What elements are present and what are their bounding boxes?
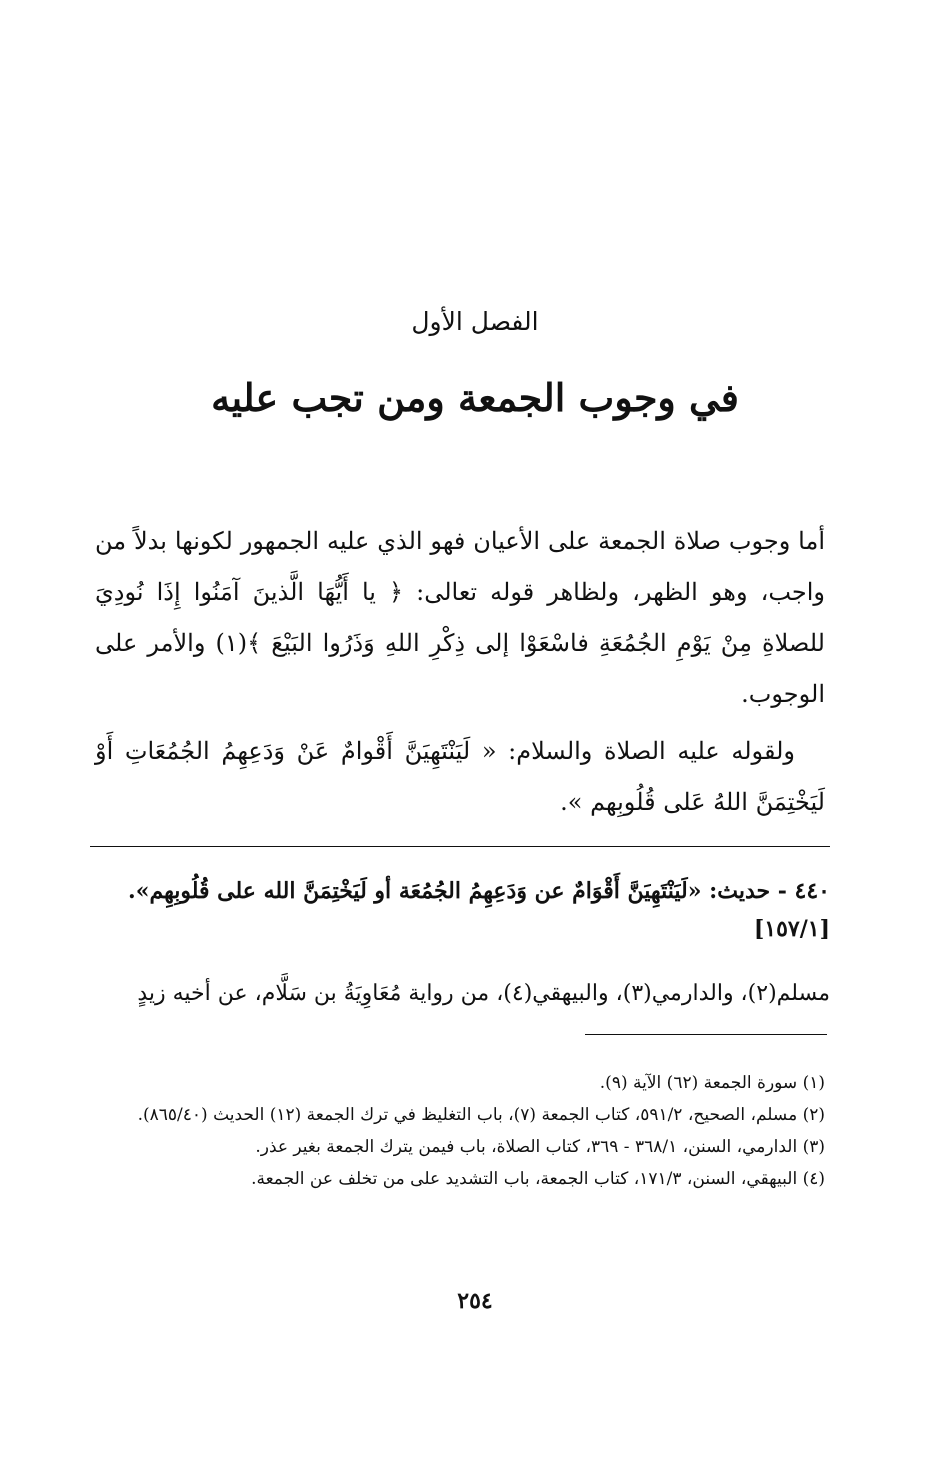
paragraph-1: أما وجوب صلاة الجمعة على الأعيان فهو الذي عليه الجمهور لكونها بدلاً من واجب، وهو الظهر، ولظاهر قوله تعالى: ﴿ يا أَيُّهَا الَّذينَ آمَنُوا إِذَا نُودِيَ للصلاةِ مِنْ يَوْمِ الجُمُعَةِ فاسْعَوْا إلى ذِكْرِ اللهِ وَذَرُوا البَيْعَ ﴾(١) والأمر على الوجوب. bbox=[95, 527, 825, 708]
chapter-title: في وجوب الجمعة ومن تجب عليه bbox=[211, 375, 739, 420]
hadith-text: ٤٤٠ - حديث: «لَيَنْتَهِيَنَّ أَقْوَامٌ عن وَدَعِهِمُ الجُمُعَة أو لَيَخْتِمَنَّ الله على قُلُوبِهِم». bbox=[128, 878, 830, 904]
chapter-label: الفصل الأول bbox=[411, 307, 539, 336]
footnote-2: (٢) مسلم، الصحيح، ٥٩١/٢، كتاب الجمعة (٧)، باب التغليظ في ترك الجمعة (١٢) الحديث (٨٦٥/٤٠). bbox=[137, 1105, 825, 1125]
footnote-divider bbox=[585, 1034, 827, 1035]
footnote-3: (٣) الدارمي، السنن، ٣٦٨/١ - ٣٦٩، كتاب الصلاة، باب فيمن يترك الجمعة بغير عذر. bbox=[255, 1137, 825, 1157]
hadith-reference: [١٥٧/١] bbox=[753, 916, 830, 942]
section-divider bbox=[90, 846, 830, 847]
footnote-4: (٤) البيهقي، السنن، ١٧١/٣، كتاب الجمعة، باب التشديد على من تخلف عن الجمعة. bbox=[251, 1169, 825, 1189]
sources-line: مسلم(٢)، والدارمي(٣)، والبيهقي(٤)، من رواية مُعَاوِيَةُ بن سَلَّام، عن أخيه زيدٍ bbox=[137, 981, 830, 1006]
hadith-entry bbox=[95, 872, 830, 948]
footnote-1: (١) سورة الجمعة (٦٢) الآية (٩). bbox=[599, 1073, 825, 1093]
paragraph-2: ولقوله عليه الصلاة والسلام: « لَيَنْتَهِيَنَّ أَقْوامٌ عَنْ وَدَعِهِمُ الجُمُعَاتِ أَوْ لَيَخْتِمَنَّ اللهُ عَلى قُلُوبِهم ». bbox=[95, 737, 825, 816]
main-text bbox=[95, 516, 825, 834]
footnotes bbox=[95, 1068, 825, 1196]
page-number: ٢٥٤ bbox=[457, 1288, 493, 1314]
